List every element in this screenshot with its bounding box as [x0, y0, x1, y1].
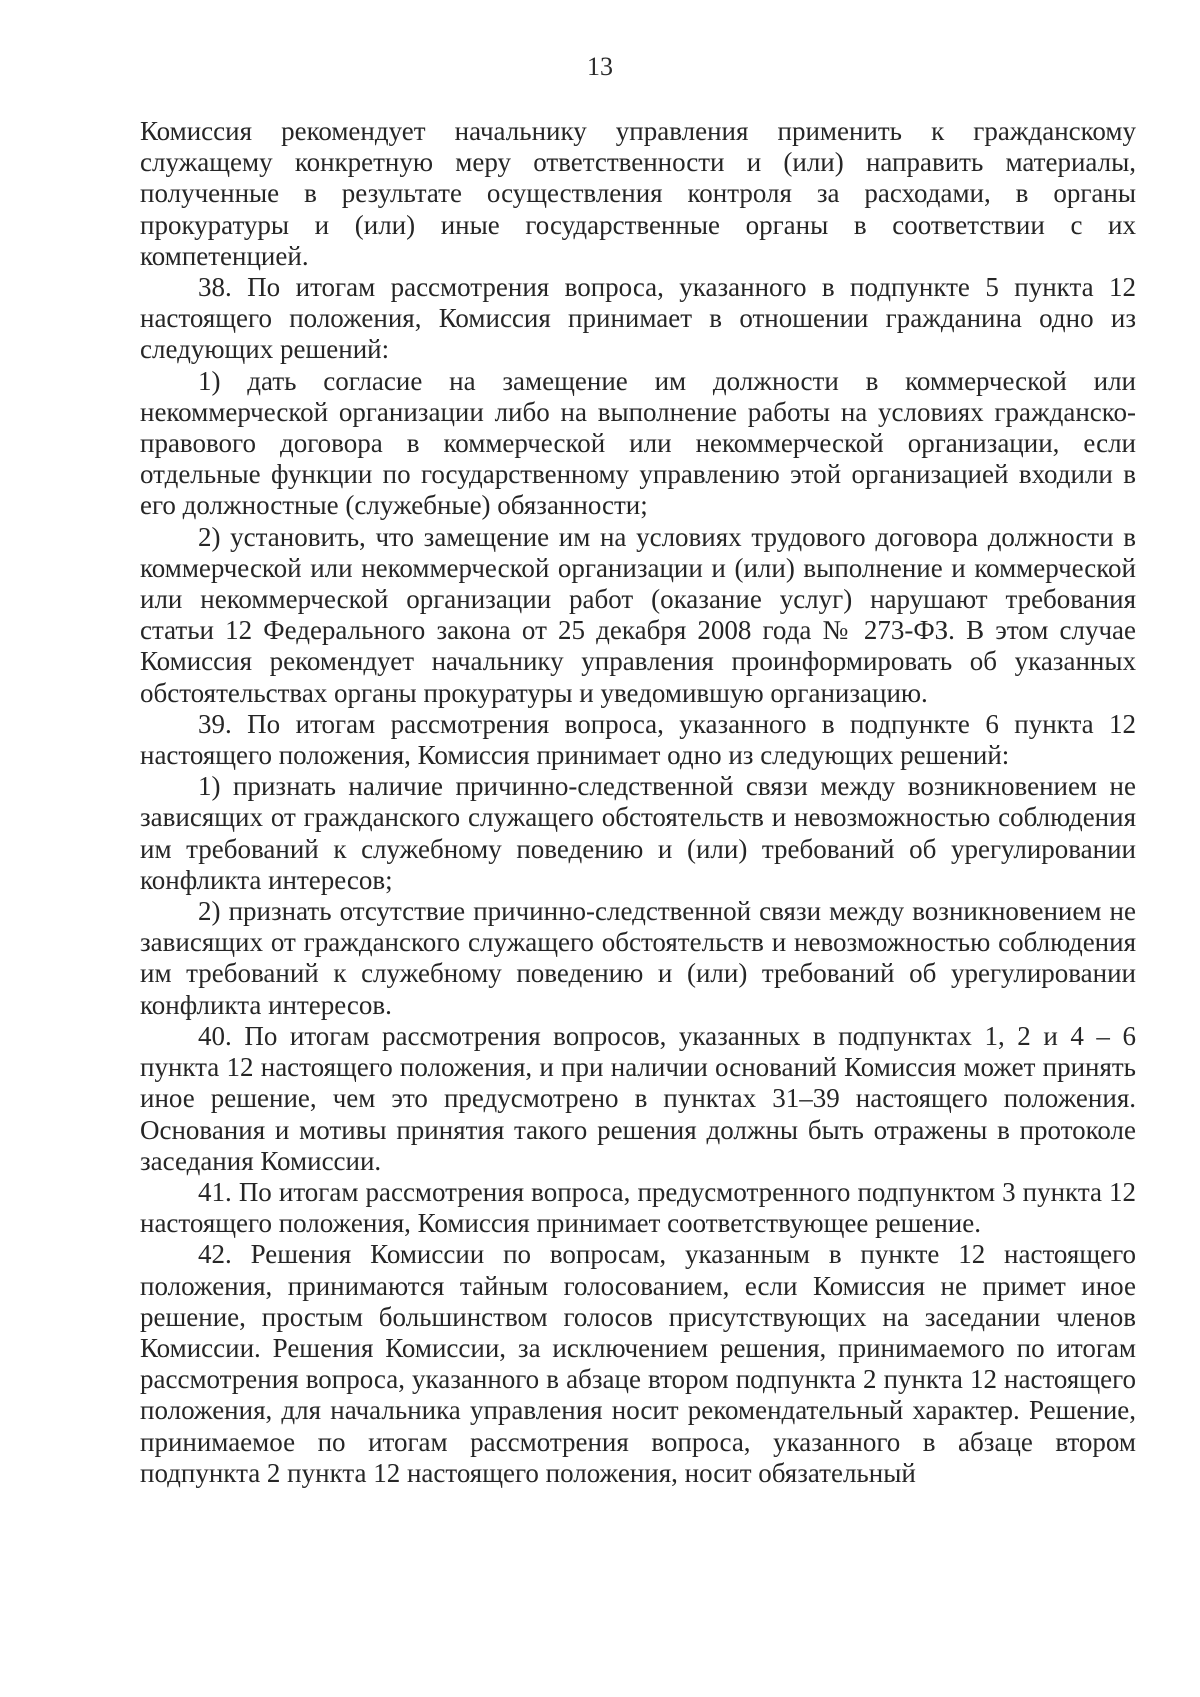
paragraph: Комиссия рекомендует начальнику управления применить к гражданскому служащему конкретную меру ответственности и (или) направить материалы, полученные в результате осуществления контроля за расходами, в органы прокуратуры и (или) иные государственные органы в соответствии с их компетенцией.: [140, 116, 1136, 271]
paragraph: 2) признать отсутствие причинно-следственной связи между возникновением не зависящих от гражданского служащего обстоятельств и невозможностью соблюдения им требований к служебному поведению и (или) требований об урегулировании конфликта интересов.: [140, 896, 1136, 1020]
document-body: [140, 116, 1136, 1489]
page-number: 13: [587, 52, 613, 81]
paragraph: 41. По итогам рассмотрения вопроса, предусмотренного подпунктом 3 пункта 12 настоящего положения, Комиссия принимает соответствующее решение.: [140, 1176, 1136, 1239]
paragraph: 1) дать согласие на замещение им должности в коммерческой или некоммерческой организации либо на выполнение работы на условиях гражданско-правового договора в коммерческой или некоммерческой организации, если отдельные функции по государственному управлению этой организацией входили в его должностные (служебные) обязанности;: [140, 365, 1136, 521]
paragraph: 1) признать наличие причинно-следственной связи между возникновением не зависящих от гражданского служащего обстоятельств и невозможностью соблюдения им требований к служебному поведению и (или) требований об урегулировании конфликта интересов;: [140, 771, 1136, 895]
paragraph: 42. Решения Комиссии по вопросам, указанным в пункте 12 настоящего положения, принимаются тайным голосованием, если Комиссия не примет иное решение, простым большинством голосов присутствующих на заседании членов Комиссии. Решения Комиссии, за исключением решения, принимаемого по итогам рассмотрения вопроса, указанного в абзаце втором подпункта 2 пункта 12 настоящего положения, для начальника управления носит рекомендательный характер. Решение, принимаемое по итогам рассмотрения вопроса, указанного в абзаце втором подпункта 2 пункта 12 настоящего положения, носит обязательный: [140, 1239, 1136, 1488]
paragraph: 40. По итогам рассмотрения вопросов, указанных в подпунктах 1, 2 и 4 – 6 пункта 12 настоящего положения, и при наличии оснований Комиссия может принять иное решение, чем это предусмотрено в пунктах 31–39 настоящего положения. Основания и мотивы принятия такого решения должны быть отражены в протоколе заседания Комиссии.: [140, 1020, 1136, 1176]
paragraph: 2) установить, что замещение им на условиях трудового договора должности в коммерческой или некоммерческой организации и (или) выполнение и коммерческой или некоммерческой организации работ (оказание услуг) нарушают требования статьи 12 Федерального закона от 25 декабря 2008 года № 273-ФЗ. В этом случае Комиссия рекомендует начальнику управления проинформировать об указанных обстоятельствах органы прокуратуры и уведомившую организацию.: [140, 521, 1136, 708]
paragraph: 39. По итогам рассмотрения вопроса, указанного в подпункте 6 пункта 12 настоящего положения, Комиссия принимает одно из следующих решений:: [140, 708, 1136, 771]
paragraph: 38. По итогам рассмотрения вопроса, указанного в подпункте 5 пункта 12 настоящего положения, Комиссия принимает в отношении гражданина одно из следующих решений:: [140, 272, 1136, 365]
